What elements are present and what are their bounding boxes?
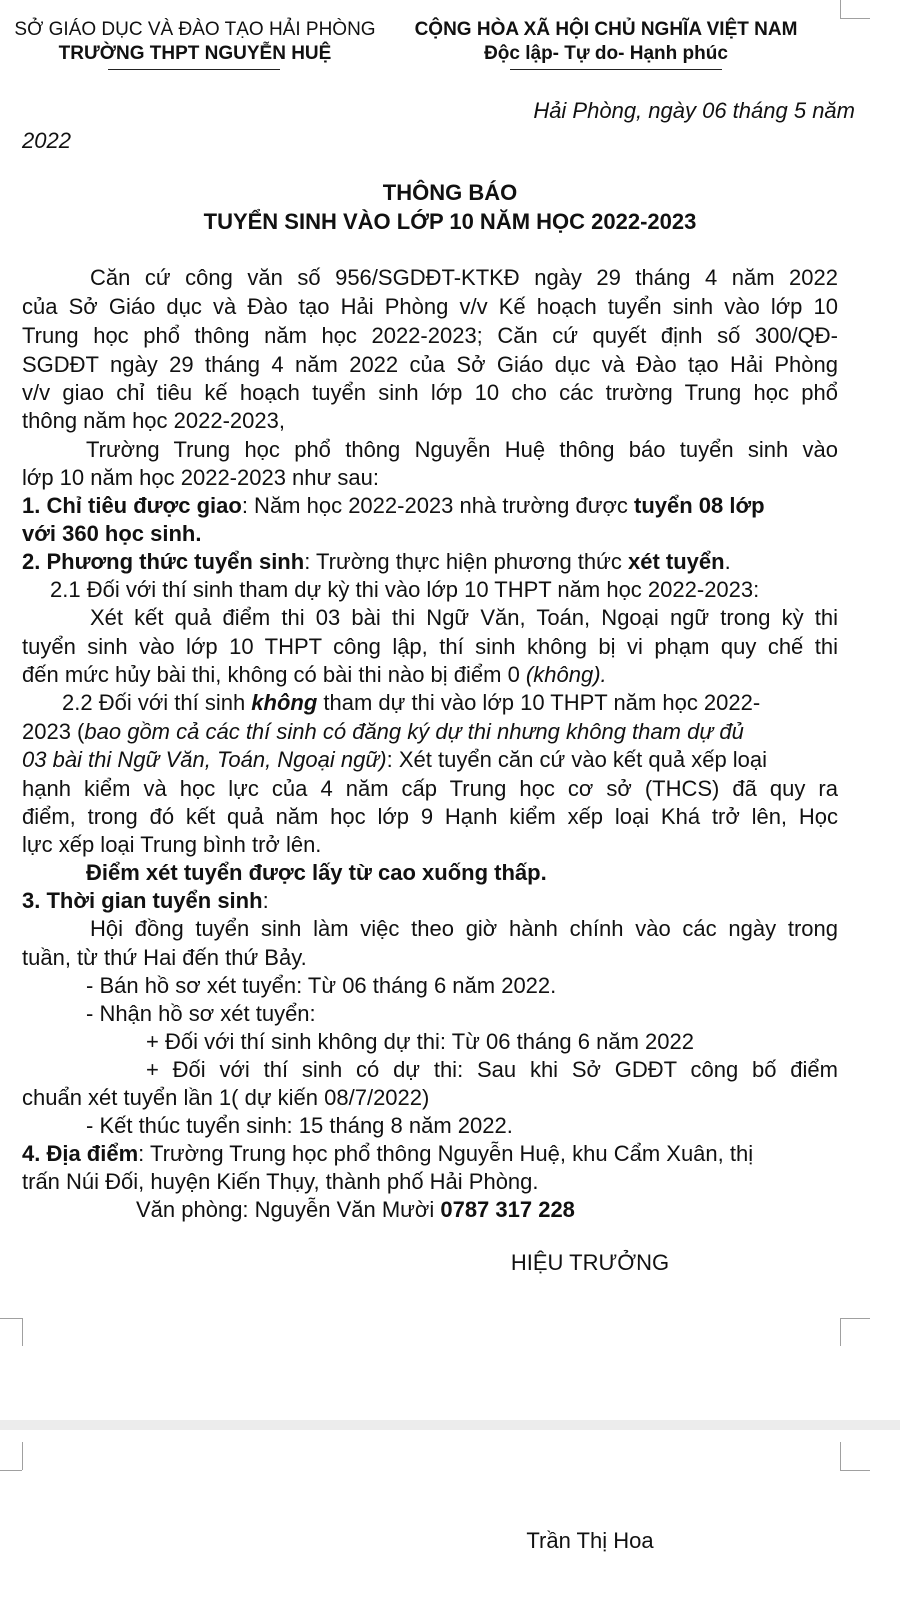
body-line bbox=[22, 717, 838, 747]
crop-mark bbox=[840, 0, 841, 18]
office-line bbox=[136, 1195, 838, 1225]
crop-mark bbox=[840, 1442, 841, 1470]
list-item: - Nhận hồ sơ xét tuyển: bbox=[86, 1001, 316, 1026]
header-motto: Độc lập- Tự do- Hạnh phúc bbox=[484, 43, 728, 64]
section-3-line bbox=[22, 886, 838, 916]
crop-mark bbox=[840, 1470, 870, 1471]
crop-mark bbox=[22, 1318, 23, 1346]
body-text: tham dự thi vào lớp 10 THPT năm học 2022- bbox=[317, 690, 761, 715]
body-line: SGDĐT ngày 29 tháng 4 năm 2022 của Sở Giáo dục và Đào tạo Hải Phòng bbox=[22, 352, 838, 377]
body-line: điểm, trong đó kết quả năm học lớp 9 Hạnh kiểm xếp loại Khá trở lên, Học bbox=[22, 804, 838, 829]
section-2-line bbox=[22, 547, 838, 577]
section-2-end: . bbox=[724, 549, 731, 574]
header-republic: CỘNG HÒA XÃ HỘI CHỦ NGHĨA VIỆT NAM bbox=[414, 19, 798, 40]
document-page-2 bbox=[0, 1430, 900, 1600]
body-italic: 03 bài thi Ngữ Văn, Toán, Ngoại ngữ) bbox=[22, 747, 387, 772]
body-line bbox=[22, 745, 838, 775]
crop-mark bbox=[840, 1318, 870, 1319]
section-2-text: : Trường thực hiện phương thức bbox=[304, 549, 628, 574]
signature-title: HIỆU TRƯỞNG bbox=[510, 1250, 670, 1275]
section-4-heading: 4. Địa điểm bbox=[22, 1141, 139, 1166]
body-text: đến mức hủy bài thi, không có bài thi nào bị điểm 0 bbox=[22, 662, 526, 687]
office-label: Văn phòng: Nguyễn Văn Mười bbox=[136, 1197, 441, 1222]
subsection-2-1-heading: 2.1 Đối với thí sinh tham dự kỳ thi vào lớp 10 THPT năm học 2022-2023: bbox=[50, 577, 760, 602]
body-italic: (không). bbox=[525, 662, 607, 687]
body-text: : Xét tuyển căn cứ vào kết quả xếp loại bbox=[386, 747, 768, 772]
date-year: 2022 bbox=[22, 128, 71, 153]
section-1-heading: 1. Chỉ tiêu được giao bbox=[22, 493, 242, 518]
body-text: 2.2 Đối với thí sinh bbox=[62, 690, 252, 715]
section-3-heading: 3. Thời gian tuyển sinh bbox=[22, 888, 263, 913]
section-1-bold: tuyển 08 lớp bbox=[634, 493, 765, 518]
office-phone: 0787 317 228 bbox=[440, 1197, 575, 1222]
section-1-line2: với 360 học sinh. bbox=[22, 521, 202, 546]
crop-mark bbox=[840, 1318, 841, 1346]
body-line: lực xếp loại Trung bình trở lên. bbox=[22, 832, 322, 857]
body-line: hạnh kiểm và học lực của 4 năm cấp Trung học cơ sở (THCS) đã quy ra bbox=[22, 776, 838, 801]
subsection-2-2-heading bbox=[62, 688, 838, 718]
section-3-colon: : bbox=[262, 888, 269, 913]
header-motto-underline bbox=[510, 69, 722, 70]
body-line: tuần, từ thứ Hai đến thứ Bảy. bbox=[22, 945, 307, 970]
body-line: Trường Trung học phổ thông Nguyễn Huệ thông báo tuyển sinh vào bbox=[86, 437, 838, 462]
section-2-heading: 2. Phương thức tuyển sinh bbox=[22, 549, 305, 574]
crop-mark bbox=[0, 1318, 22, 1319]
body-line bbox=[22, 660, 838, 690]
body-line: Hội đồng tuyển sinh làm việc theo giờ hành chính vào các ngày trong bbox=[90, 916, 838, 941]
section-1-line bbox=[22, 491, 838, 521]
body-line: chuẩn xét tuyển lần 1( dự kiến 08/7/2022) bbox=[22, 1085, 430, 1110]
header-school: TRƯỜNG THPT NGUYỄN HUỆ bbox=[58, 43, 332, 64]
section-4-line bbox=[22, 1139, 838, 1169]
body-text: 2023 ( bbox=[22, 719, 85, 744]
body-line: trấn Núi Đối, huyện Kiến Thụy, thành phố Hải Phòng. bbox=[22, 1169, 539, 1194]
body-line: tuyển sinh vào lớp 10 THPT công lập, thí sinh không bị vi phạm quy chế thi bbox=[22, 634, 838, 659]
list-subitem: + Đối với thí sinh có dự thi: Sau khi Sở GDĐT công bố điểm bbox=[146, 1057, 838, 1082]
crop-mark bbox=[0, 1470, 22, 1471]
body-line: Căn cứ công văn số 956/SGDĐT-KTKĐ ngày 29 tháng 4 năm 2022 bbox=[90, 265, 838, 290]
document-title: THÔNG BÁO bbox=[382, 180, 518, 205]
section-2-bold: xét tuyển bbox=[628, 549, 725, 574]
signature-name: Trần Thị Hoa bbox=[526, 1528, 654, 1553]
body-bold-line: Điểm xét tuyển được lấy từ cao xuống thấp. bbox=[86, 860, 547, 885]
crop-mark bbox=[22, 1442, 23, 1470]
header-department: SỞ GIÁO DỤC VÀ ĐÀO TẠO HẢI PHÒNG bbox=[14, 19, 376, 40]
body-line: thông năm học 2022-2023, bbox=[22, 408, 285, 433]
body-bold-italic: không bbox=[251, 690, 318, 715]
section-1-text: : Năm học 2022-2023 nhà trường được bbox=[241, 493, 635, 518]
body-line: Trung học phổ thông năm học 2022-2023; Căn cứ quyết định số 300/QĐ- bbox=[22, 323, 838, 348]
list-subitem: + Đối với thí sinh không dự thi: Từ 06 tháng 6 năm 2022 bbox=[146, 1029, 694, 1054]
document-subtitle: TUYỂN SINH VÀO LỚP 10 NĂM HỌC 2022-2023 bbox=[203, 209, 697, 234]
body-line: v/v giao chỉ tiêu kế hoạch tuyển sinh lớp 10 cho các trường Trung học phổ bbox=[22, 380, 838, 405]
crop-mark bbox=[840, 18, 870, 19]
body-line: Xét kết quả điểm thi 03 bài thi Ngữ Văn, Toán, Ngoại ngữ trong kỳ thi bbox=[90, 605, 838, 630]
list-item: - Kết thúc tuyển sinh: 15 tháng 8 năm 2022. bbox=[86, 1113, 513, 1138]
page-separator bbox=[0, 1420, 900, 1430]
body-italic: bao gồm cả các thí sinh có đăng ký dự thi nhưng không tham dự đủ bbox=[84, 719, 744, 744]
header-school-underline bbox=[108, 69, 280, 70]
body-line: lớp 10 năm học 2022-2023 như sau: bbox=[22, 465, 379, 490]
body-line: của Sở Giáo dục và Đào tạo Hải Phòng v/v Kế hoạch tuyển sinh vào lớp 10 bbox=[22, 294, 838, 319]
section-4-text: : Trường Trung học phổ thông Nguyễn Huệ, khu Cẩm Xuân, thị bbox=[138, 1141, 754, 1166]
list-item: - Bán hồ sơ xét tuyển: Từ 06 tháng 6 năm 2022. bbox=[86, 973, 557, 998]
date-line: Hải Phòng, ngày 06 tháng 5 năm bbox=[533, 98, 855, 123]
